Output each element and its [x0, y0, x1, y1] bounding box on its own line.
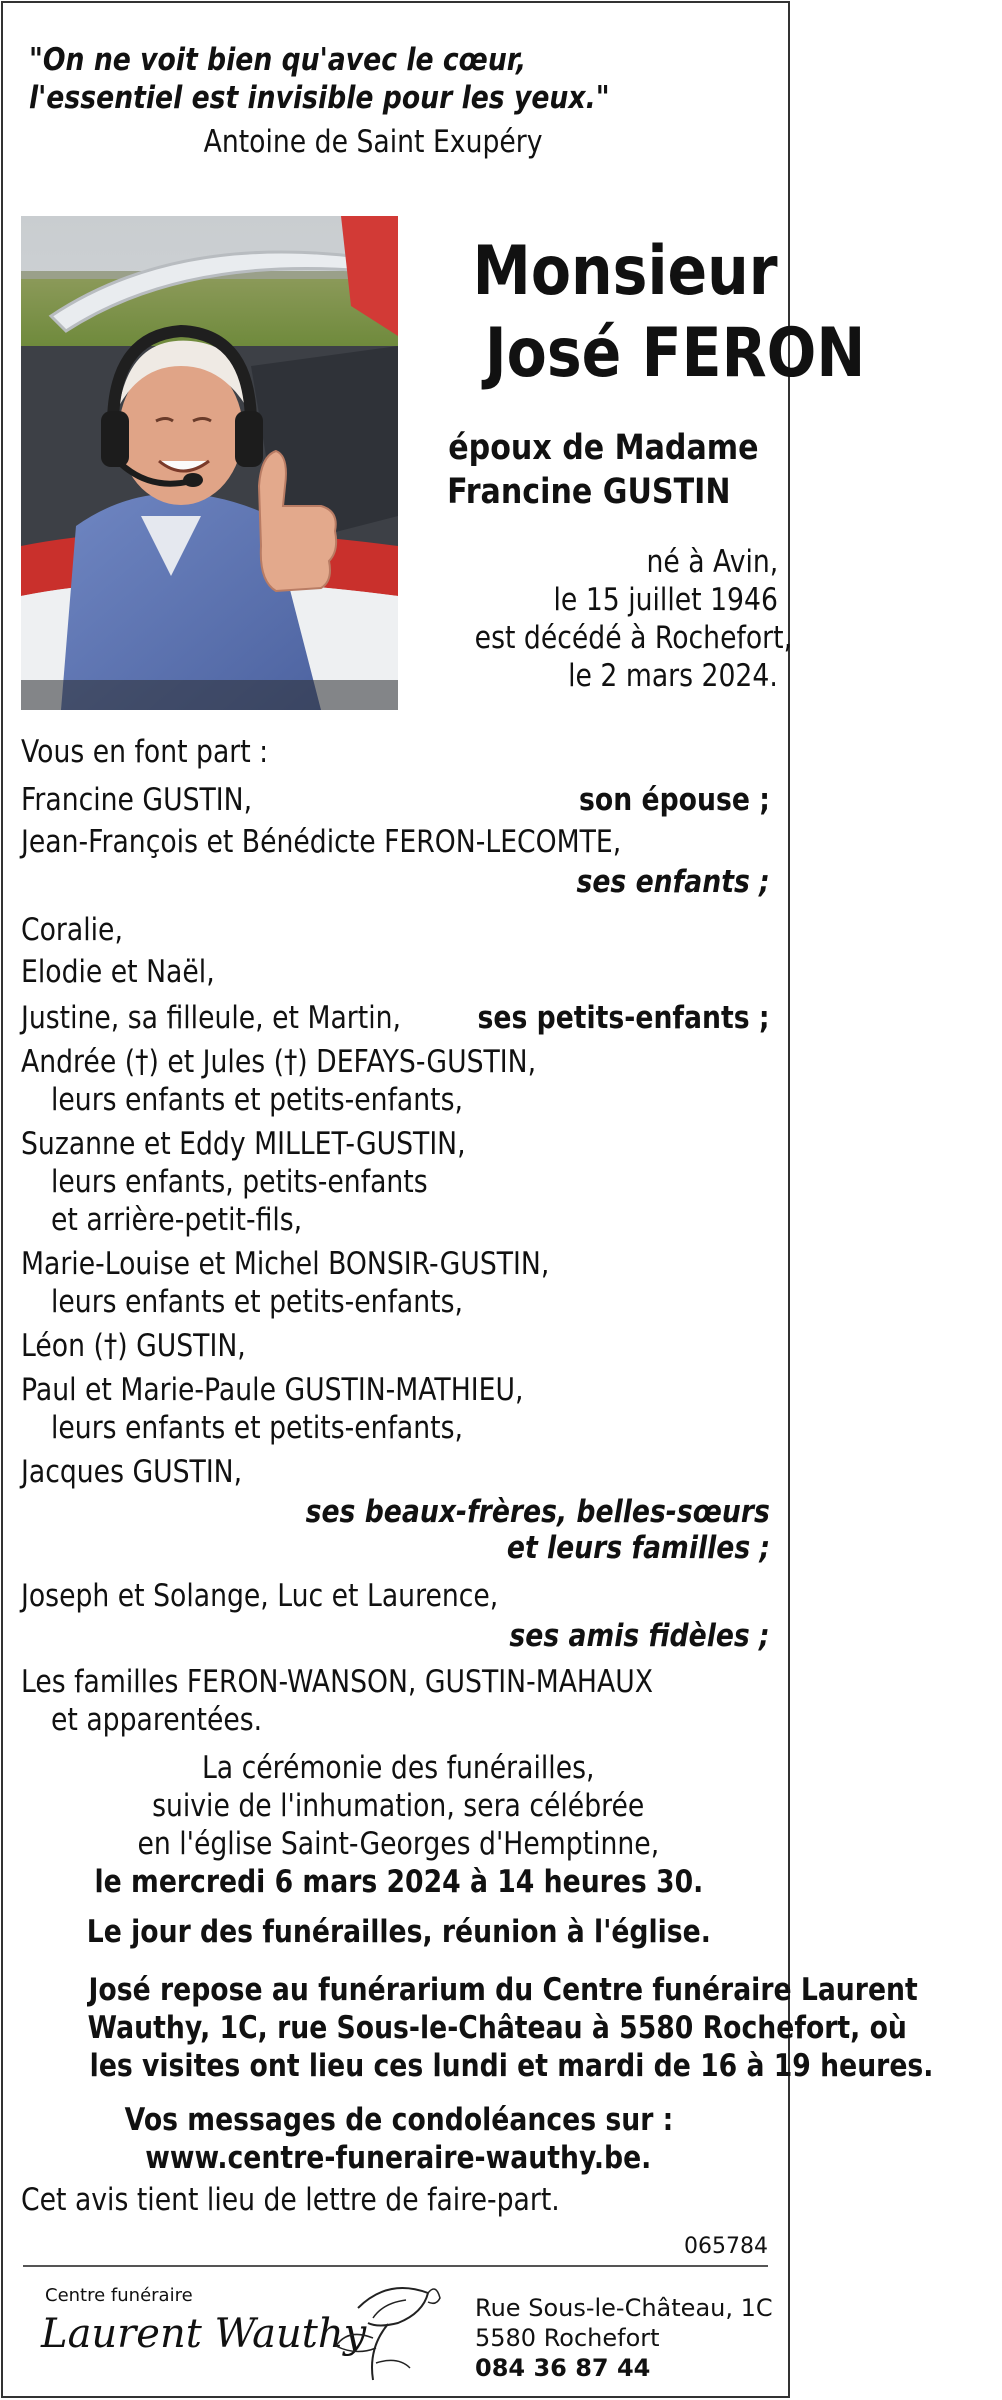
family-line-millet-desc-1 — [51, 1163, 770, 1201]
family-defays-desc: leurs enfants et petits-enfants, — [51, 1082, 463, 1118]
birth-line-2: le 15 juillet 1946 — [553, 582, 778, 618]
title-line-1: Monsieur — [472, 232, 778, 311]
families-text-2: et apparentées. — [51, 1702, 263, 1738]
title-line-2: José FERON — [484, 314, 866, 393]
gathering-note — [21, 1913, 776, 1951]
friends-role: ses amis fidèles ; — [509, 1618, 770, 1654]
family-millet-desc-2: et arrière-petit-fils, — [51, 1202, 303, 1238]
family-line-defays-desc — [51, 1081, 770, 1119]
inlaws-role-2: et leurs familles ; — [506, 1530, 770, 1566]
family-jacques-name: Jacques GUSTIN, — [21, 1454, 243, 1490]
family-millet-desc-1: leurs enfants, petits-enfants — [51, 1164, 428, 1200]
inlaws-role-1: ses beaux-frères, belles-sœurs — [305, 1494, 770, 1530]
calla-lily-logo-icon — [328, 2268, 458, 2392]
reference-number: 065784 — [684, 2234, 768, 2259]
gathering-text: Le jour des funérailles, réunion à l'église. — [86, 1914, 711, 1950]
family-line-jacques — [21, 1453, 770, 1491]
quote-line-2: l'essentiel est invisible pour les yeux." — [29, 80, 610, 116]
ceremony-line-2: suivie de l'inhumation, sera célébrée — [152, 1788, 645, 1824]
closing-text: Cet avis tient lieu de lettre de faire-part. — [21, 2182, 560, 2218]
funeral-home-note — [21, 1971, 934, 2085]
obituary-notice — [1, 1, 934, 2398]
footer-brand-top: Centre funéraire — [45, 2285, 193, 2306]
inlaws-role-line-2 — [21, 1529, 770, 1567]
ceremony-line-1: La cérémonie des funérailles, — [202, 1750, 595, 1786]
family-line-bonsir-desc — [51, 1283, 770, 1321]
friends-role-line — [21, 1617, 770, 1655]
family-line-millet-desc-2 — [51, 1201, 770, 1239]
intro-text: Vous en font part : — [21, 734, 269, 770]
children-role: ses enfants ; — [576, 864, 770, 900]
grandchild-3: Justine, sa filleule, et Martin, — [21, 1000, 401, 1036]
footer-address-2: 5580 Rochefort — [475, 2324, 660, 2352]
friends-names: Joseph et Solange, Luc et Laurence, — [21, 1578, 499, 1614]
rest-line-3: les visites ont lieu ces lundi et mardi de 16 à 19 heures. — [89, 2048, 934, 2084]
families-line-2 — [51, 1701, 770, 1739]
footer-brand-name: Laurent Wauthy — [41, 2311, 367, 2357]
family-line-millet — [21, 1125, 770, 1163]
family-line-grandchild-3 — [21, 999, 770, 1037]
family-leon-name: Léon (†) GUSTIN, — [21, 1328, 246, 1364]
grandchild-2: Elodie et Naël, — [21, 954, 215, 990]
ceremony-line-3: en l'église Saint-Georges d'Hemptinne, — [137, 1826, 660, 1862]
families-line-1 — [21, 1663, 770, 1701]
epigraph-quote — [29, 41, 704, 117]
grandchildren-role: ses petits-enfants ; — [477, 1000, 770, 1036]
grandchild-1: Coralie, — [21, 912, 123, 948]
deceased-name — [423, 231, 866, 395]
family-line-bonsir — [21, 1245, 770, 1283]
death-line-1: est décédé à Rochefort, — [474, 620, 793, 656]
children-names: Jean-François et Bénédicte FERON-LECOMTE, — [21, 824, 622, 860]
spouse-line-1: époux de Madame — [448, 428, 759, 468]
family-line-spouse — [21, 781, 770, 819]
family-bonsir-desc: leurs enfants et petits-enfants, — [51, 1284, 463, 1320]
family-line-mathieu-desc — [51, 1409, 770, 1447]
inlaws-role-line-1 — [21, 1493, 770, 1531]
rest-line-2: Wauthy, 1C, rue Sous-le-Château à 5580 Rochefort, où — [87, 2010, 907, 2046]
condolences-line-1: Vos messages de condoléances sur : — [124, 2102, 673, 2138]
ceremony-details — [21, 1749, 776, 1901]
family-defays-name: Andrée (†) et Jules (†) DEFAYS-GUSTIN, — [21, 1044, 537, 1080]
family-bonsir-name: Marie-Louise et Michel BONSIR-GUSTIN, — [21, 1246, 550, 1282]
portrait-photo — [21, 216, 398, 710]
closing-line — [21, 2181, 770, 2219]
spouse-name: Francine GUSTIN, — [21, 782, 253, 818]
family-line-children — [21, 823, 770, 861]
announcement-intro — [21, 733, 770, 771]
spouse-role: son épouse ; — [579, 782, 770, 818]
ceremony-date-time: le mercredi 6 mars 2024 à 14 heures 30. — [94, 1864, 703, 1900]
death-line-2: le 2 mars 2024. — [568, 658, 778, 694]
rest-line-1: José repose au funérarium du Centre funéraire Laurent — [88, 1972, 918, 2008]
family-line-leon — [21, 1327, 770, 1365]
condolences-note — [21, 2101, 776, 2177]
footer-phone[interactable]: 084 36 87 44 — [475, 2354, 651, 2382]
quote-line-1: "On ne voit bien qu'avec le cœur, — [29, 42, 527, 78]
family-mathieu-desc: leurs enfants et petits-enfants, — [51, 1410, 463, 1446]
birth-death-info — [423, 543, 793, 695]
families-text-1: Les familles FERON-WANSON, GUSTIN-MAHAUX — [21, 1664, 653, 1700]
family-line-children-role — [21, 863, 770, 901]
condolences-url[interactable]: www.centre-funeraire-wauthy.be. — [145, 2140, 652, 2176]
footer-divider — [23, 2265, 768, 2267]
family-line-mathieu — [21, 1371, 770, 1409]
spouse-line-2: Francine GUSTIN — [447, 472, 731, 512]
footer-contact — [475, 2293, 773, 2383]
family-mathieu-name: Paul et Marie-Paule GUSTIN-MATHIEU, — [21, 1372, 524, 1408]
family-line-grandchild-1 — [21, 911, 770, 949]
spouse-note — [423, 426, 759, 514]
family-millet-name: Suzanne et Eddy MILLET-GUSTIN, — [21, 1126, 466, 1162]
friends-line — [21, 1577, 770, 1615]
quote-author-text: Antoine de Saint Exupéry — [203, 124, 543, 160]
footer-address-1: Rue Sous-le-Château, 1C — [475, 2294, 773, 2322]
quote-author — [3, 123, 743, 161]
family-line-grandchild-2 — [21, 953, 770, 991]
birth-line-1: né à Avin, — [646, 544, 778, 580]
family-line-defays — [21, 1043, 770, 1081]
